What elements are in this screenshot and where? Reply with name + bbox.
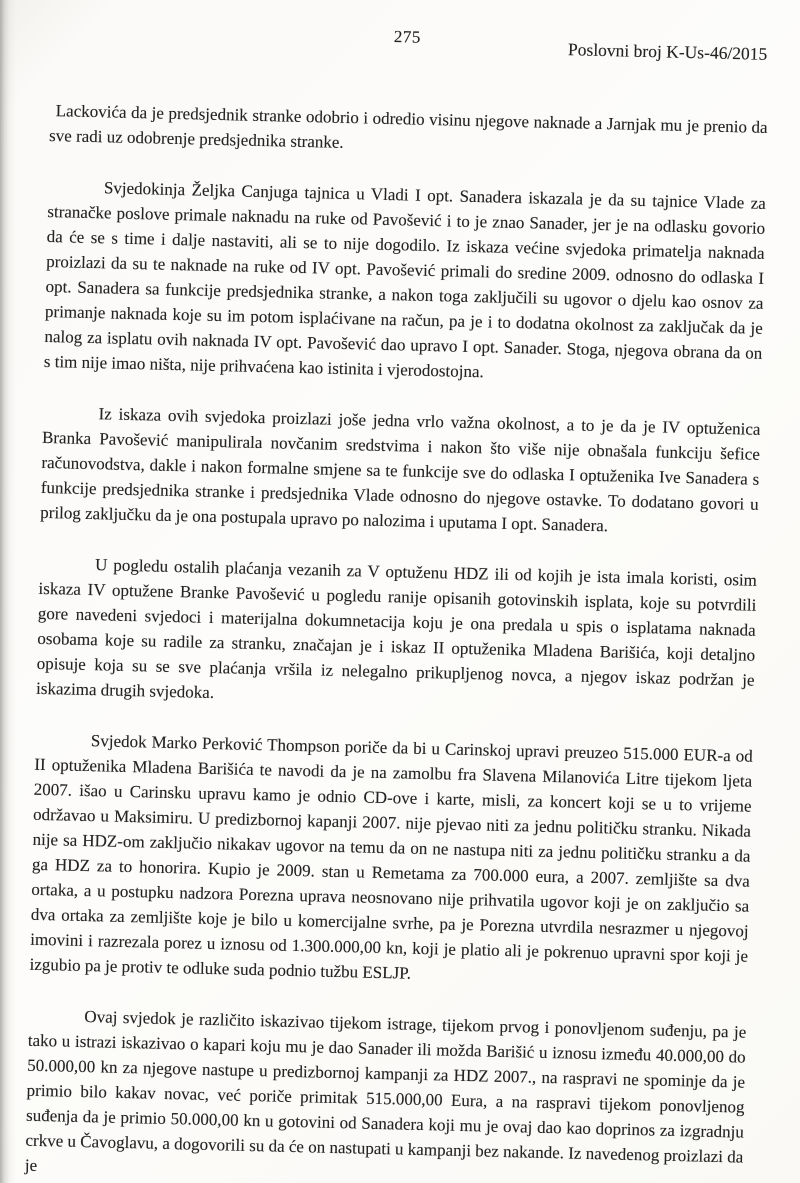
page-number: 275 [393,27,422,47]
paragraph-continuation: Lackovića da je predsjednik stranke odobrio i odredio visinu njegove naknade a Jarnjak mu je prenio da sve radi uz odobrenje predsjednika stranke. [48,101,768,152]
scan-edge-shadow [0,0,16,1183]
document-header [51,16,770,67]
paragraph-witness-canjuga: Svjedokinja Željka Canjuga tajnica u Vladi I opt. Sanadera iskazala je da su tajnice Vlade za stranačke poslove primale naknadu na ruke od Pavošević i to je znao Sanader, jer je na odlasku govorio da će se s time i dalje nastaviti, ali se to nije dogodilo. Iz iskaza većine svjedoka primatelja naknada proizlazi da su te naknade na ruke od IV opt. Pavošević primali do sredine 2009. odnosno do odlaska I opt. Sanadera sa funkcije predsjednika stranke, a nakon toga zaključili su ugovor o djelu kao osnov za primanje naknada koje su im potom isplaćivane na račun, pa je i to dodatna okolnost za zaključak da je nalog za isplatu ovih naknada IV opt. Pavošević dao upravo I opt. Sanader. Stoga, njegova obrana da on s tim nije imao ništa, nije prihvaćena kao istinita i vjerodostojna. [43,178,767,382]
paragraph-witness-inconsistency: Ovaj svjedok je različito iskazivao tijekom istrage, tijekom prvog i ponovljenom suđenju, pa je tako u istrazi iskazivao o kapari koju mu je dao Sanader ili možda Barišić u iznosu između 40.000,00 do 50.000,00 kn za njegove nastupe u predizbornoj kampanji za HDZ 2007., na raspravi ne spominje da je primio bilo kakav novac, već poriče primitak 515.000,00 Eura, a na raspravi tijekom ponovljenog suđenja da je primio 50.000,00 kn u gotovini od Sanadera koji mu je ovaj dao kao doprinos za izgradnju crkve u Čavoglavu, a dogovorili su da će on nastupati u kampanji bez nakande. Iz navedenog proizlazi da je [24,1007,747,1175]
document-body [25,98,768,1183]
paragraph-other-payments: U pogledu ostalih plaćanja vezanih za V optuženu HDZ ili od kojih je ista imala koristi, osim iskaza IV optužene Branke Pavošević u pogledu ranije opisanih gotovinskih isplata, koje su potvrdili gore navedeni svjedoci i materijalna dokumnetacija koju je ona predala u spis o isplatama naknada osobama koje su radile za stranku, značajan je i iskaz II optuženika Mladena Barišića, koji detaljno opisuje koja su se sve plaćanja vršila iz nelegalno prikupljenog novca, a njegov iskaz podržan je iskazima drugih svjedoka. [35,555,758,703]
paragraph-witnesses-conclusion: Iz iskaza ovih svjedoka proizlazi joše jedna vrlo važna okolnost, a to je da je IV optuženica Branka Pavošević manipulirala novčanim sredstvima i nakon što više nije obnašala funkciju šefice računovodstva, dakle i nakon formalne smjene sa te funkcije sve do odlaska I optuženika Ive Sanadera s funkcije predsjednika stranke i predsjednika Vlade odnosno do njegove ostavke. To dodatano govori u prilog zaključku da je ona postupala upravo po nalozima i uputama I opt. Sanadera. [40,404,761,536]
document-content [24,16,770,1183]
paragraph-witness-thompson: Svjedok Marko Perković Thompson poriče da bi u Carinskoj upravi preuzeo 515.000 EUR-a od II optuženika Mladena Barišića te navodi da je na zamolbu fra Slavena Milanovića Litre tijekom ljeta 2007. išao u Carinsku upravu kamo je odnio CD-ove i karte, misli, za koncert koji se u to vrijeme održavao u Maksimiru. U predizbornoj kapanji 2007. nije pjevao niti za jednu političku stranku. Nikada nije sa HDZ-om zaključio nikakav ugovor na temu da on ne nastupa niti za jednu političku stranku a da ga HDZ za to honorira. Kupio je 2009. stan u Remetama za 700.000 eura, a 2007. zemljište sa dva ortaka, a u postupku nadzora Porezna uprava neosnovano nije prihvatila ugovor koji je on zaključio sa dva ortaka za zemljište koje je bilo u komercijalne svrhe, pa je Porezna utvrdila nesrazmer u njegovoj imovini i razrezala porez u iznosu od 1.300.000,00 kn, koji je platio ali je pokrenuo upravni spor koji je izgubio pa je protiv te odluke suda podnio tužbu ESLJP. [29,731,753,983]
case-number: Poslovni broj K-Us-46/2015 [567,39,768,64]
